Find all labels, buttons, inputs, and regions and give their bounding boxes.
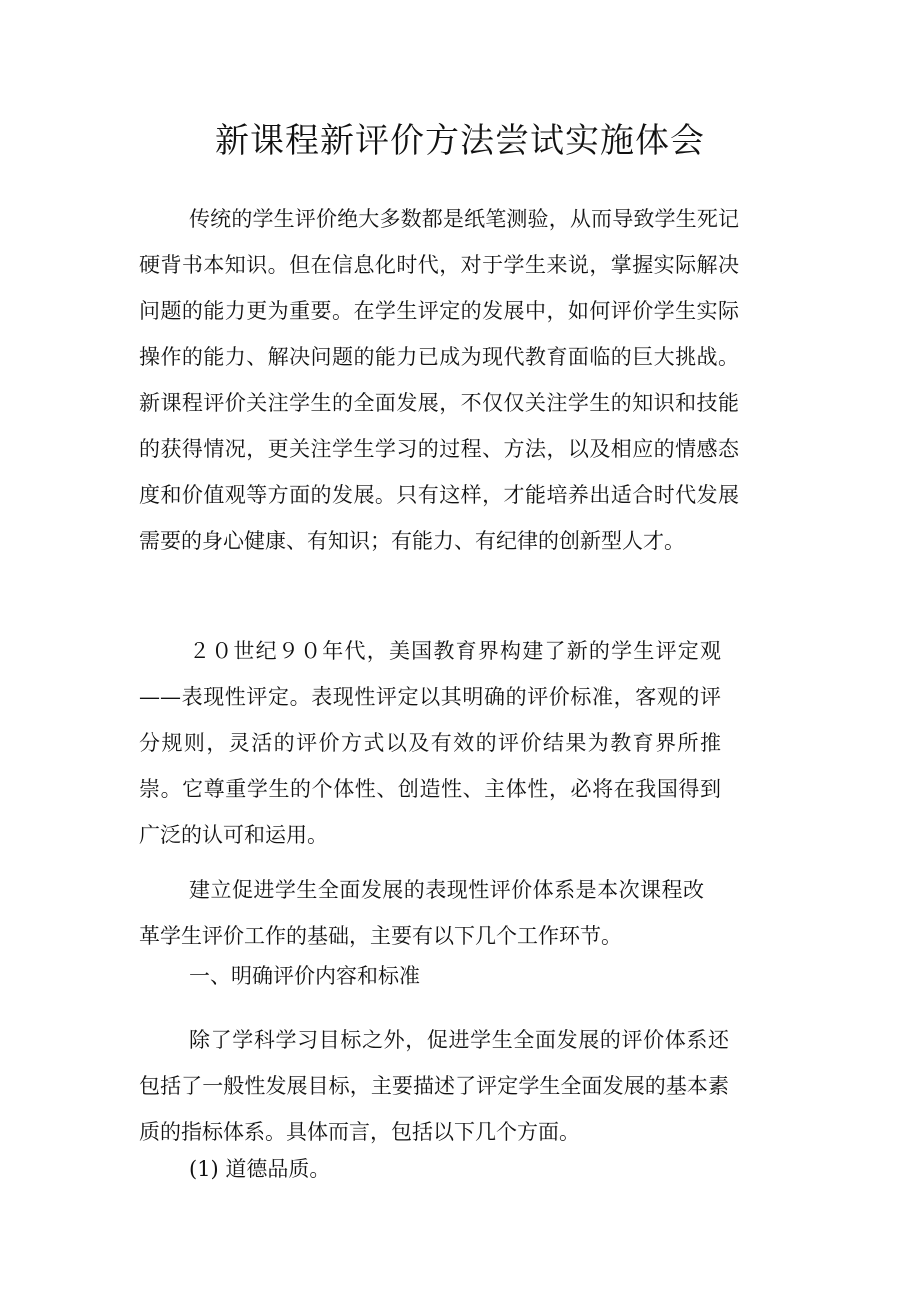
list-item-moral-quality: (1) 道德品质。	[189, 1157, 331, 1181]
paragraph-evaluation-system: 建立促进学生全面发展的表现性评价体系是本次课程改革学生评价工作的基础，主要有以下几个工作环节。	[139, 878, 704, 948]
section-heading-content-standards: 一、明确评价内容和标准	[189, 964, 420, 988]
paragraph-traditional-evaluation: 传统的学生评价绝大多数都是纸笔测验，从而导致学生死记硬背书本知识。但在信息化时代，对于学生来说，掌握实际解决问题的能力更为重要。在学生评定的发展中，如何评价学生实际操作的能力、解决问题的能力已成为现代教育面临的巨大挑战。新课程评价关注学生的全面发展，不仅仅关注学生的知识和技能的获得情况，更关注学生学习的过程、方法，以及相应的情感态度和价值观等方面的发展。只有这样，才能培养出适合时代发展需要的身心健康、有知识；有能力、有纪律的创新型人才。	[139, 207, 739, 553]
paragraph-development-goals: 除了学科学习目标之外，促进学生全面发展的评价体系还包括了一般性发展目标，主要描述了评定学生全面发展的基本素质的指标体系。具体而言，包括以下几个方面。	[139, 1028, 729, 1144]
document-title: 新课程新评价方法尝试实施体会	[215, 121, 705, 161]
paragraph-performance-assessment: ２０世纪９０年代，美国教育界构建了新的学生评定观——表现性评定。表现性评定以其明确的评价标准，客观的评分规则，灵活的评价方式以及有效的评价结果为教育界所推崇。它尊重学生的个体性、创造性、主体性，必将在我国得到广泛的认可和运用。	[139, 639, 721, 847]
